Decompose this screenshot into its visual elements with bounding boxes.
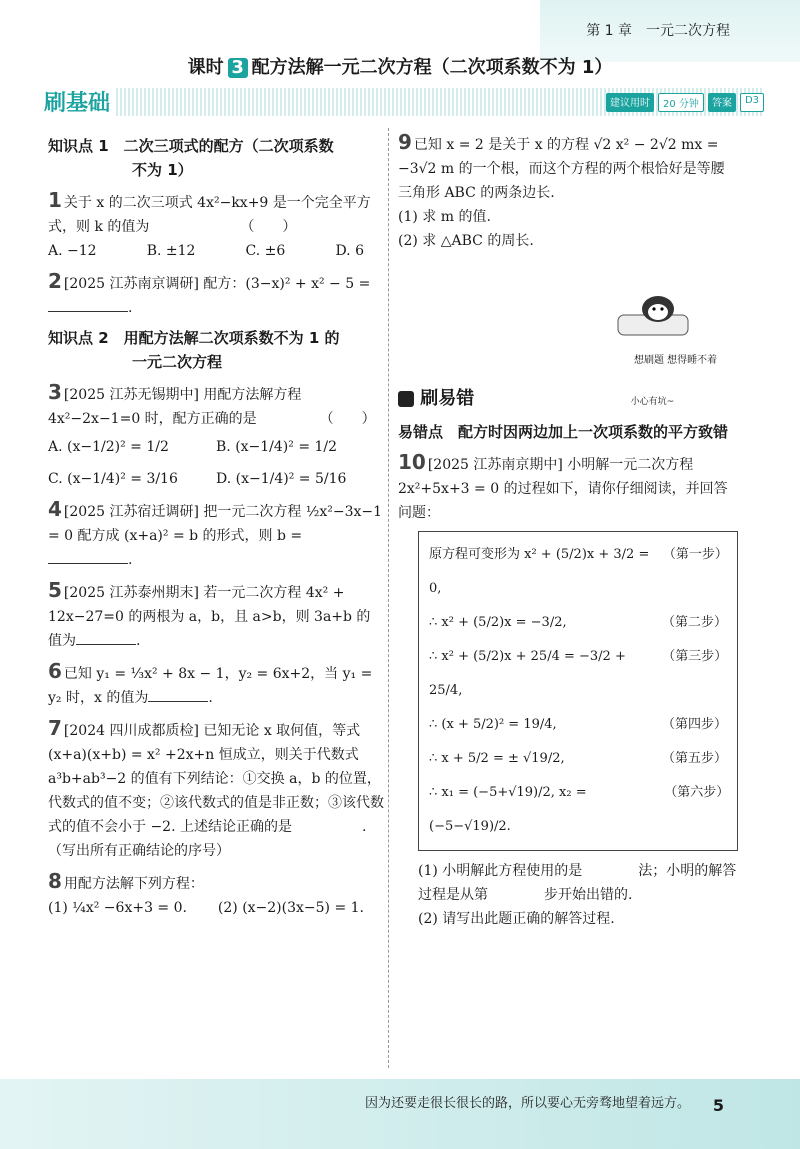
step-row — [429, 776, 730, 844]
question-text: 已知 x = 2 是关于 x 的方程 √2 x² − 2√2 mx = −3√2 m 的一个根，而这个方程的两个根恰好是等腰三角形 ABC 的两条边长. — [398, 137, 725, 201]
question-7 — [48, 716, 384, 863]
answer-blank — [76, 630, 136, 645]
question-text: [2025 江苏南京调研] 配方：(3−x)² + x² − 5 = — [63, 276, 371, 292]
footer-motto: 因为还要走很长很长的路，所以要心无旁骛地望着远方。 — [364, 1096, 690, 1111]
lesson-number: 3 — [228, 58, 248, 78]
knowledge-point-2 — [48, 326, 384, 374]
footer-band — [0, 1079, 800, 1149]
question-10 — [398, 450, 738, 931]
question-4: 4 [2025 江苏宿迁调研] 把一元二次方程 ½x²−3x−1 = 0 配方成 (x+a)² = b 的形式，则 b = . — [48, 497, 383, 568]
step-expr: ∴ x² + (5/2)x = −3/2, — [429, 615, 567, 630]
cartoon-caption: 想刷题 想得睡不着 — [634, 355, 718, 366]
question-number: 7 — [48, 716, 62, 740]
question-text: 关于 x 的二次三项式 4x²−kx+9 是一个完全平方式，则 k 的值为 （ ） — [48, 195, 371, 235]
question-number: 1 — [48, 188, 62, 212]
question-6: 6 已知 y₁ = ⅓x² + 8x − 1，y₂ = 6x+2，当 y₁ = y₂ 时，x 的值为 . — [48, 659, 373, 706]
time-value: 20 分钟 — [658, 93, 704, 112]
question-text: 用配方法解下列方程： — [63, 876, 204, 892]
error-section-tag: 小心有坑~ — [630, 397, 675, 407]
solution-steps-box — [418, 531, 738, 851]
kp1-title-cont: 不为 1） — [132, 161, 193, 179]
option-d: D. (x−1/4)² = 5/16 — [216, 471, 347, 487]
question-text: 已知 y₁ = ⅓x² + 8x − 1，y₂ = 6x+2，当 y₁ = y₂ 时，x 的值为 — [48, 666, 373, 706]
step-row — [429, 640, 727, 708]
step-expr: ∴ x + 5/2 = ± √19/2, — [429, 751, 565, 766]
answer-blank — [148, 687, 208, 702]
question-3 — [48, 380, 384, 491]
step-expr: ∴ x₁ = (−5+√19)/2, x₂ = (−5−√19)/2. — [429, 785, 587, 834]
sub-question-2: (2) 请写出此题正确的解答过程. — [418, 911, 615, 927]
question-number: 4 — [48, 497, 62, 521]
answer-blank — [48, 297, 128, 312]
sub-question-1: (1) 求 m 的值. — [398, 209, 491, 225]
options — [48, 435, 384, 491]
chapter-label: 第 1 章 一元二次方程 — [586, 23, 730, 39]
sub-question-1: (1) 小明解此方程使用的是 法；小明的解答过程是从第 步开始出错的. — [418, 863, 737, 903]
left-column — [48, 130, 384, 926]
option-b: B. ±12 — [146, 243, 196, 259]
right-column — [398, 130, 738, 937]
error-point: 易错点 配方时因两边加上一次项系数的平方致错 — [398, 423, 729, 441]
question-number: 5 — [48, 578, 62, 602]
sub-questions — [48, 896, 384, 920]
question-number: 9 — [398, 130, 412, 154]
question-text: [2025 江苏无锡期中] 用配方法解方程 4x²−2x−1=0 时，配方正确的是 （ ） — [48, 387, 376, 427]
sub-question-2: (2) 求 △ABC 的周长. — [398, 233, 534, 249]
question-text: [2025 江苏南京期中] 小明解一元二次方程 2x²+5x+3 = 0 的过程如下，请你仔细阅读，并回答问题： — [398, 457, 728, 521]
question-number: 8 — [48, 869, 62, 893]
step-row — [429, 742, 727, 776]
option-a: A. −12 — [48, 243, 97, 259]
knowledge-point-1 — [48, 134, 384, 182]
penguin-sleeping-illustration — [608, 285, 708, 345]
question-text: [2024 四川成都质检] 已知无论 x 取何值，等式 (x+a)(x+b) = x² +2x+n 恒成立，则关于代数式 a³b+ab³−2 的值有下列结论：①交换 a，b 的位置，代数式的值不变；②该代数式的值是非正数；③该代数式的值不会小于 −2. 上述结论正确的是 .（写出所有正确结论的序号） — [48, 723, 384, 859]
question-9 — [398, 130, 738, 253]
lesson-title-text: 配方法解一元二次方程（二次项系数不为 1） — [251, 57, 613, 78]
error-section-header — [398, 387, 738, 414]
kp2-title-cont: 一元二次方程 — [132, 353, 223, 371]
lesson-title — [0, 53, 800, 79]
step-label: （第二步） — [661, 615, 727, 630]
step-label: （第五步） — [661, 751, 727, 766]
step-row — [429, 708, 727, 742]
page-number: 5 — [712, 1096, 724, 1115]
step-expr: ∴ x² + (5/2)x + 25/4 = −3/2 + 25/4, — [429, 649, 626, 698]
question-1 — [48, 188, 384, 263]
kp1-title: 知识点 1 二次三项式的配方（二次项系数 — [48, 137, 334, 155]
option-d: D. 6 — [335, 243, 364, 259]
step-label: （第四步） — [661, 717, 727, 732]
question-text: [2025 江苏宿迁调研] 把一元二次方程 ½x²−3x−1 = 0 配方成 (x+a)² = b 的形式，则 b = — [48, 504, 383, 544]
step-label: （第三步） — [662, 649, 728, 664]
sub-question-2: (2) (x−2)(3x−5) = 1. — [217, 900, 364, 916]
column-divider — [388, 128, 389, 1068]
option-c: C. ±6 — [245, 243, 286, 259]
section-title: 刷基础 — [44, 86, 116, 117]
step-label: （第一步） — [662, 547, 728, 562]
answer-blank — [48, 549, 128, 564]
step-label: （第六步） — [664, 785, 730, 800]
question-8 — [48, 869, 384, 920]
step-expr: 原方程可变形为 x² + (5/2)x + 3/2 = 0, — [429, 547, 650, 596]
time-label: 建议用时 — [606, 93, 654, 112]
error-section-icon — [398, 391, 414, 407]
question-number: 10 — [398, 450, 426, 474]
error-section-title: 刷易错 — [420, 388, 475, 409]
step-row — [429, 606, 727, 640]
option-a: A. (x−1/2)² = 1/2 — [48, 439, 169, 455]
answer-page: D3 — [740, 93, 764, 112]
question-2: 2 [2025 江苏南京调研] 配方：(3−x)² + x² − 5 = . — [48, 269, 371, 316]
step-expr: ∴ (x + 5/2)² = 19/4, — [429, 717, 557, 732]
question-number: 6 — [48, 659, 62, 683]
question-number: 3 — [48, 380, 62, 404]
question-text: [2025 江苏泰州期末] 若一元二次方程 4x² + 12x−27=0 的两根为 a，b，且 a>b，则 3a+b 的值为 — [48, 585, 371, 649]
section-info — [606, 93, 764, 112]
question-5: 5 [2025 江苏泰州期末] 若一元二次方程 4x² + 12x−27=0 的两根为 a，b，且 a>b，则 3a+b 的值为 . — [48, 578, 371, 649]
kp2-title: 知识点 2 用配方法解二次项系数不为 1 的 — [48, 329, 340, 347]
sub-question-1: (1) ¼x² −6x+3 = 0. — [48, 900, 187, 916]
options — [48, 239, 384, 263]
option-b: B. (x−1/4)² = 1/2 — [216, 439, 338, 455]
lesson-prefix: 课时 — [187, 57, 224, 78]
question-number: 2 — [48, 269, 62, 293]
step-row — [429, 538, 727, 606]
option-c: C. (x−1/4)² = 3/16 — [48, 471, 178, 487]
answer-label: 答案 — [708, 93, 736, 112]
